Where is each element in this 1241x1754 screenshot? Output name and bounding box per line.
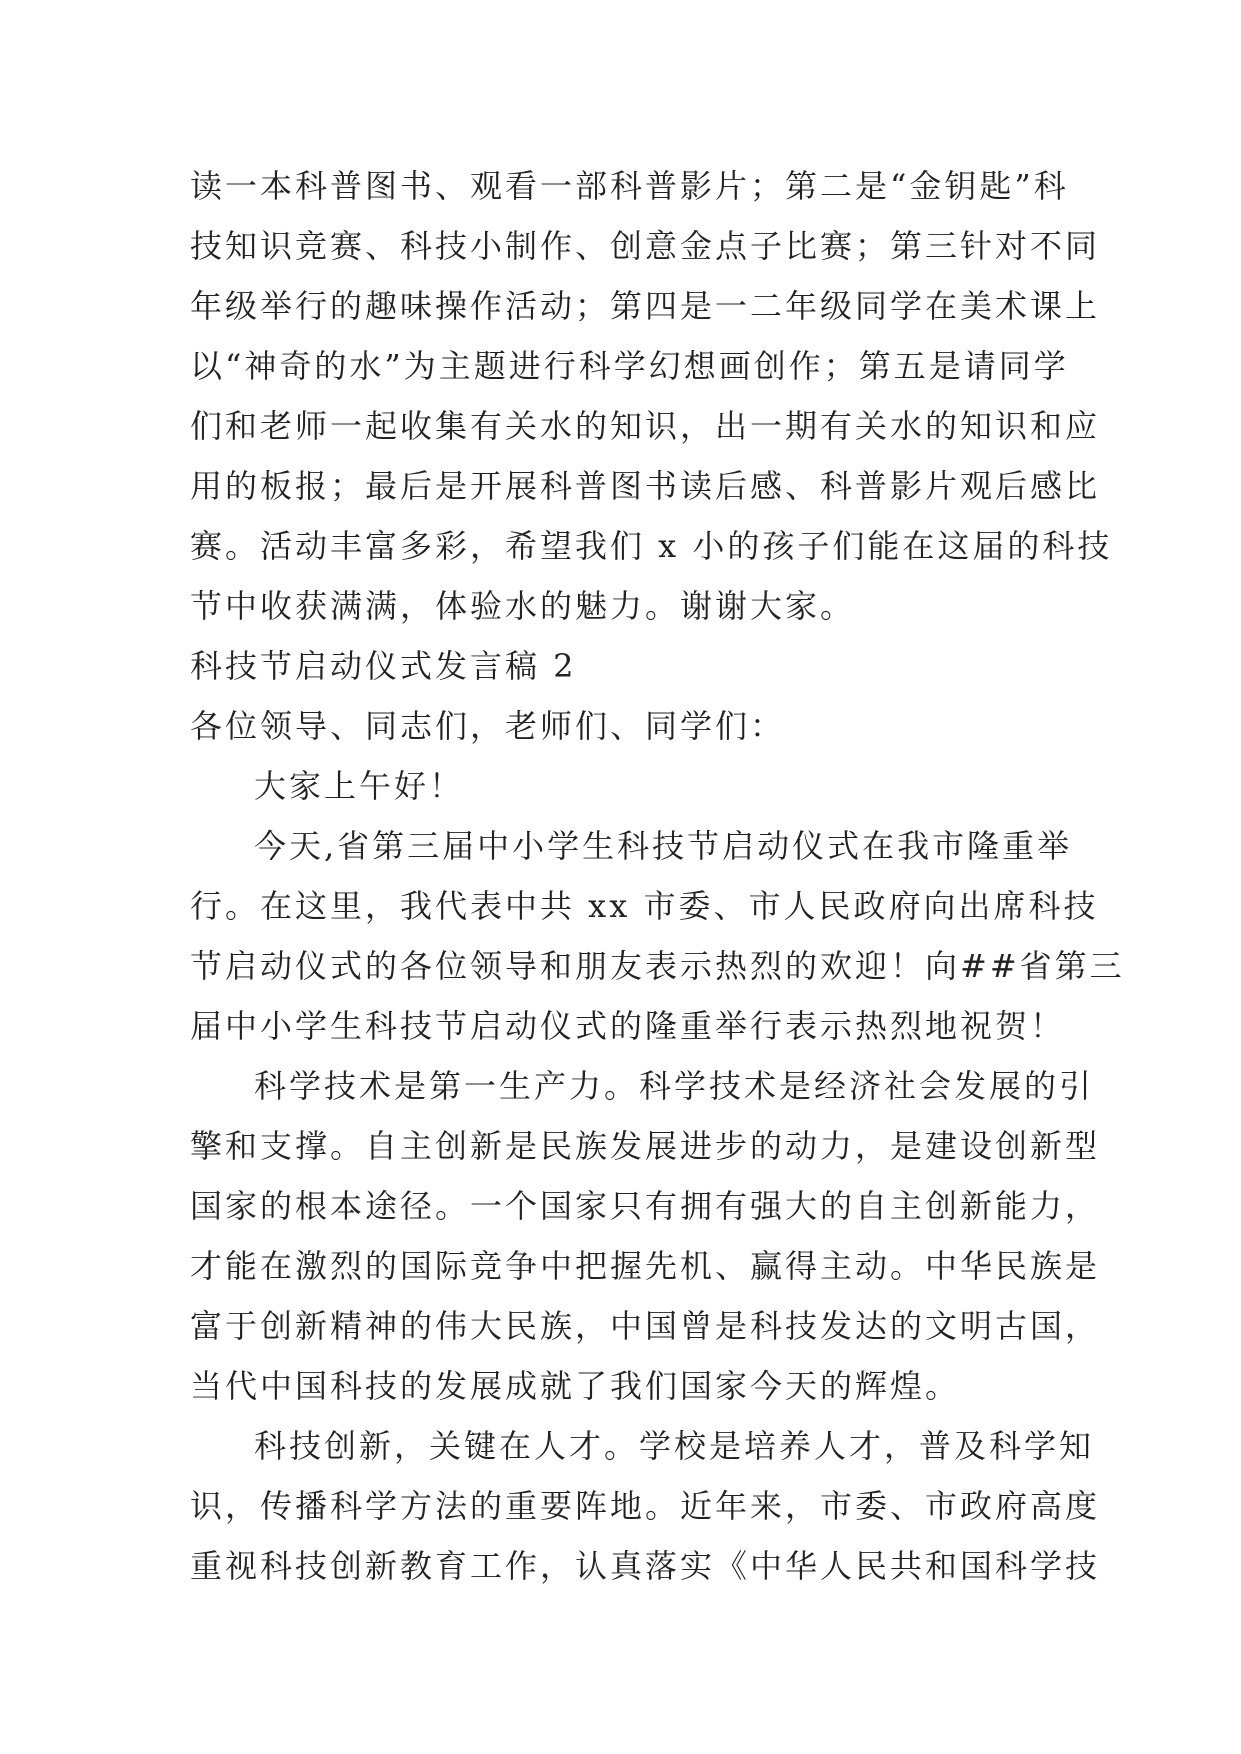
- text-line: 当代中国科技的发展成就了我们国家今天的辉煌。: [190, 1367, 961, 1405]
- text-line: 科学技术是第一生产力。科学技术是经济社会发展的引: [254, 1067, 1095, 1105]
- text-line: 年级举行的趣味操作活动；第四是一二年级同学在美术课上: [190, 287, 1101, 325]
- document-body: [190, 156, 1125, 1596]
- text-line: 们和老师一起收集有关水的知识，出一期有关水的知识和应: [190, 407, 1101, 445]
- text-line: 今天,省第三届中小学生科技节启动仪式在我市隆重举: [254, 827, 1073, 865]
- text-line: 富于创新精神的伟大民族，中国曾是科技发达的文明古国，: [190, 1307, 1101, 1345]
- text-line: 重视科技创新教育工作，认真落实《中华人民共和国科学技: [190, 1547, 1101, 1585]
- paragraph-science-technology: [190, 1056, 1101, 1416]
- text-line: 国家的根本途径。一个国家只有拥有强大的自主创新能力，: [190, 1187, 1101, 1225]
- paragraph-innovation-talent: [190, 1416, 1101, 1596]
- text-line: 识，传播科学方法的重要阵地。近年来，市委、市政府高度: [190, 1487, 1101, 1525]
- text-line: 节中收获满满，体验水的魅力。谢谢大家。: [190, 587, 856, 625]
- text-line: 科技创新，关键在人才。学校是培养人才，普及科学知: [254, 1427, 1095, 1465]
- text-line: 以“神奇的水”为主题进行科学幻想画创作；第五是请同学: [190, 347, 1069, 385]
- text-line: 技知识竞赛、科技小制作、创意金点子比赛；第三针对不同: [190, 227, 1101, 265]
- salutation: 各位领导、同志们，老师们、同学们：: [190, 707, 786, 745]
- text-line: 才能在激烈的国际竞争中把握先机、赢得主动。中华民族是: [190, 1247, 1101, 1285]
- text-line: 赛。活动丰富多彩，希望我们 x 小的孩子们能在这届的科技: [190, 527, 1113, 565]
- text-line: 读一本科普图书、观看一部科普影片；第二是“金钥匙”科: [190, 167, 1069, 205]
- text-line: 擎和支撑。自主创新是民族发展进步的动力，是建设创新型: [190, 1127, 1101, 1165]
- greeting: 大家上午好！: [254, 767, 465, 805]
- text-line: 行。在这里，我代表中共 xx 市委、市人民政府向出席科技: [190, 887, 1099, 925]
- section-heading: 科技节启动仪式发言稿 2: [190, 647, 577, 685]
- text-line: 节启动仪式的各位领导和朋友表示热烈的欢迎！向##省第三: [190, 947, 1125, 985]
- paragraph-opening: [190, 816, 1125, 1056]
- text-line: 用的板报；最后是开展科普图书读后感、科普影片观后感比: [190, 467, 1101, 505]
- text-line: 届中小学生科技节启动仪式的隆重举行表示热烈地祝贺！: [190, 1007, 1066, 1045]
- paragraph-activities: [190, 156, 1113, 636]
